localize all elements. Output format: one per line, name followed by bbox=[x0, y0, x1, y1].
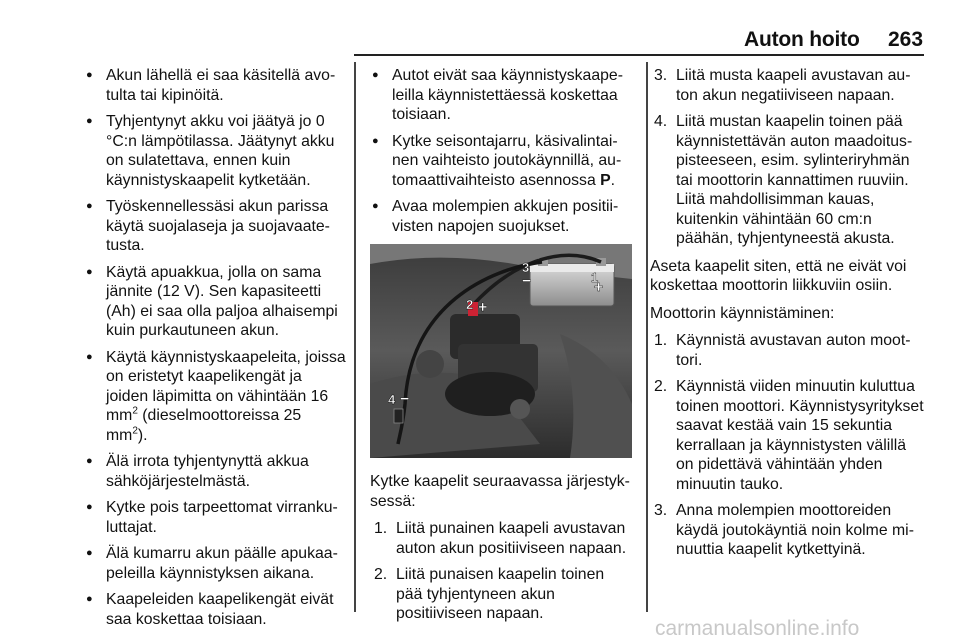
list-item-parking-brake: ● Kytke seisontajarru, käsivalintainen vaihteisto joutokäynnillä, automaattivaihteisto asennossa P. bbox=[370, 132, 634, 191]
figure-label-1: 1 bbox=[591, 270, 599, 285]
list-item: 3. Liitä musta kaapeli avustavan auton akun negatiiviseen napaan. bbox=[654, 67, 911, 104]
list-item: ● Käytä apuakkua, jolla on sama jännite (12 V). Sen kapasiteetti (Ah) ei saa olla paljoa alhaisempi kuin purkautuneen akun. bbox=[84, 263, 346, 341]
preparation-bullet-list bbox=[370, 66, 634, 236]
figure-label-2: 2 bbox=[466, 297, 474, 312]
list-item: 3. Anna molempien moottoreiden käydä joutokäyntiä noin kolme minuuttia kaapelit kytkettyinä. bbox=[654, 502, 914, 558]
list-item: 1. Liitä punainen kaapeli avustavan auton akun positiiviseen napaan. bbox=[374, 520, 627, 557]
list-item: 1. Käynnistä avustavan auton moottori. bbox=[654, 332, 911, 369]
list-item: ● Avaa molempien akkujen positiivisten napojen suojukset. bbox=[370, 197, 634, 236]
list-item: ● Älä kumarru akun päälle apukaapeleilla käynnistyksen aikana. bbox=[84, 544, 346, 583]
list-item: ● Autot eivät saa käynnistyskaapeleilla käynnistettäessä koskettaa toisiaan. bbox=[370, 66, 634, 125]
page-number: 263 bbox=[888, 28, 924, 51]
figure-minus-sign: − bbox=[400, 391, 410, 408]
figure-label-4: 4 bbox=[388, 392, 396, 407]
list-item: ● Kytke pois tarpeettomat virrankuluttajat. bbox=[84, 498, 346, 537]
list-item: 2. Liitä punaisen kaapelin toinen pää tyhjentyneen akun positiiviseen napaan. bbox=[374, 566, 605, 622]
engine-bay-image bbox=[370, 244, 632, 458]
list-item: ● Kaapeleiden kaapelikengät eivät saa koskettaa toisiaan. bbox=[84, 590, 346, 629]
connect-steps-list bbox=[370, 519, 634, 624]
column-divider-2 bbox=[646, 62, 648, 612]
column-divider-1 bbox=[354, 62, 356, 612]
figure-minus-sign: − bbox=[522, 273, 532, 290]
paragraph: Moottorin käynnistäminen: bbox=[650, 304, 835, 322]
list-item: 4. Liitä mustan kaapelin toinen pää käynnistettävän auton maadoituspisteeseen, esim. sylinteriryhmän tai moottorin kannattimen ruuviin. Liitä mahdollisimman kauas, kuitenkin vähintään 60 cm:n päähän, tyhjentyneestä akusta. bbox=[654, 113, 913, 247]
watermark: carmanualsonline.info bbox=[655, 617, 860, 640]
figure-plus-sign: + bbox=[594, 279, 604, 296]
column-2 bbox=[370, 66, 634, 632]
start-steps-list bbox=[650, 331, 926, 560]
jump-start-illustration bbox=[370, 244, 632, 458]
figure-caption: Kytke kaapelit seuraavassa järjestyksessä: bbox=[370, 473, 630, 510]
page-header bbox=[0, 28, 960, 58]
list-item: ● Työskennellessäsi akun parissa käytä suojalaseja ja suojavaatetusta. bbox=[84, 197, 346, 256]
list-item: ● Tyhjentynyt akku voi jäätyä jo 0 °C:n lämpötilassa. Jäätynyt akku on sulatettava, ennen kuin käynnistyskaapelit kytketään. bbox=[84, 112, 346, 190]
list-item-cable-size: ● Käytä käynnistyskaapeleita, joissa on eristetyt kaapelikengät ja joiden läpimitta on vähintään 16 $mm^2$ (dieselmoottoreissa 25 $mm^2$). bbox=[84, 348, 346, 446]
list-item: ● Älä irrota tyhjentynyttä akkua sähköjärjestelmästä. bbox=[84, 452, 346, 491]
list-item: ● Akun lähellä ei saa käsitellä avotulta tai kipinöitä. bbox=[84, 66, 346, 105]
header-rule bbox=[354, 54, 924, 56]
page-title: Auton hoito bbox=[744, 28, 860, 51]
connect-steps-list-continued bbox=[650, 66, 926, 249]
paragraph: Aseta kaapelit siten, että ne eivät voi koskettaa moottorin liikkuviin osiin. bbox=[650, 257, 907, 294]
column-1 bbox=[84, 66, 346, 636]
safety-bullet-list bbox=[84, 66, 346, 629]
list-item: 2. Käynnistä viiden minuutin kuluttua toinen moottori. Käynnistysyritykset saavat kestää vain 15 sekuntia kerrallaan ja käynnistysten välillä on pidettävä vähintään yhden minuutin tauko. bbox=[654, 378, 924, 493]
column-3 bbox=[650, 66, 926, 568]
figure-label-3: 3 bbox=[522, 260, 530, 275]
figure-plus-sign: + bbox=[478, 299, 488, 316]
